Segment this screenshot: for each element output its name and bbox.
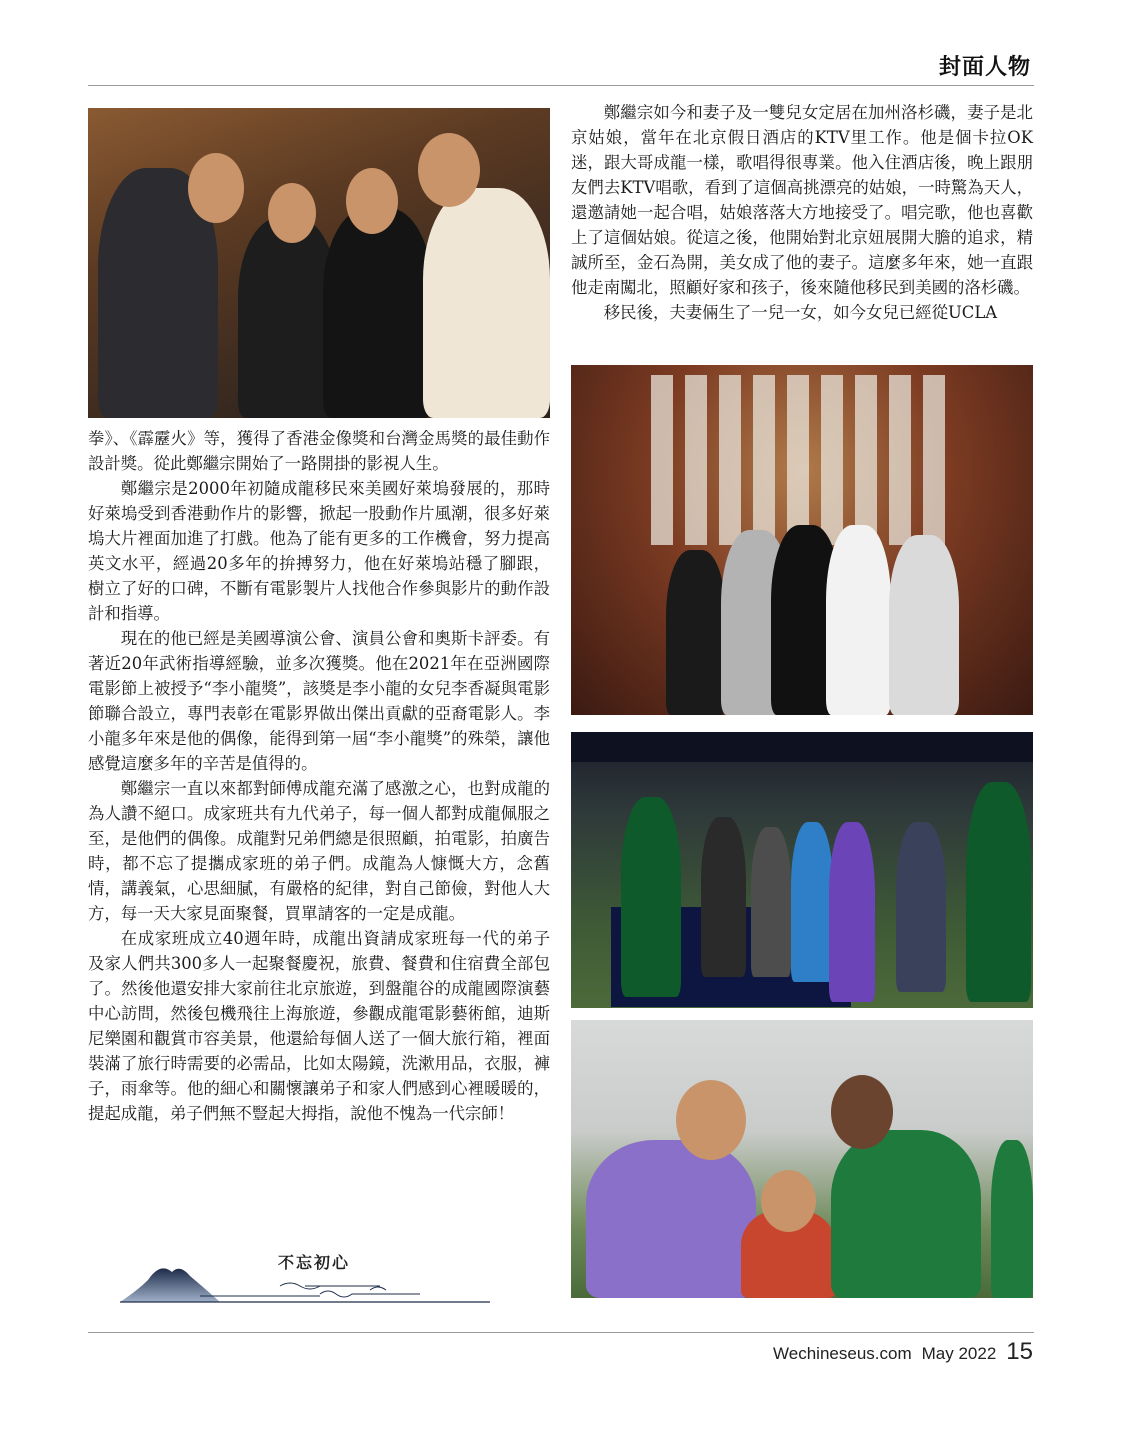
motto-decoration (120, 1250, 490, 1310)
article-right-column (571, 100, 1033, 325)
article-paragraph: 在成家班成立40週年時，成龍出資請成家班每一代的弟子及家人們共300多人一起聚餐慶祝，旅費、餐費和住宿費全部包了。然後他還安排大家前往北京旅遊，到盤龍谷的成龍國際演藝中心訪問，然後包機飛往上海旅遊，參觀成龍電影藝術館，迪斯尼樂園和觀賞市容美景，他還給每個人送了一個大旅行箱，裡面裝滿了旅行時需要的必需品，比如太陽鏡，洗漱用品，衣服，褲子，雨傘等。他的細心和關懷讓弟子和家人們感到心裡暖暖的，提起成龍，弟子們無不豎起大拇指，說他不愧為一代宗師！ (88, 929, 550, 1123)
article-paragraph: 現在的他已經是美國導演公會、演員公會和奧斯卡評委。有著近20年武術指導經驗，並多次獲獎。他在2021年在亞洲國際電影節上被授予“李小龍獎”，該獎是李小龍的女兒李香凝與電影節聯合設立，專門表彰在電影界做出傑出貢獻的亞裔電影人。李小龍多年來是他的偶像，能得到第一屆“李小龍獎”的殊榮，讓他感覺這麼多年的辛苦是值得的。 (88, 629, 550, 773)
article-left-column (88, 426, 550, 1126)
mountain-cloud-icon (120, 1250, 490, 1310)
header-divider (88, 85, 1034, 86)
masters-drive-chip-putt-ceremony (571, 732, 1033, 1008)
article-paragraph: 鄭繼宗是2000年初隨成龍移民來美國好萊塢發展的，那時好萊塢受到香港動作片的影響，掀起一股動作片風潮，很多好萊塢大片裡面加進了打戲。他為了能有更多的工作機會，努力提高英文水平，經過20多年的拚搏努力，他在好萊塢站穩了腳跟，樹立了好的口碑，不斷有電影製片人找他合作參與影片的動作設計和指導。 (88, 479, 550, 623)
family-photo-with-jackie-chan (571, 365, 1033, 715)
golf-photo-with-green-jacket (571, 1020, 1033, 1298)
article-paragraph: 鄭繼宗一直以來都對師傅成龍充滿了感激之心，也對成龍的為人讚不絕口。成家班共有九代弟子，每一個人都對成龍佩服之至，是他們的偶像。成龍對兄弟們總是很照顧，拍電影，拍廣告時，都不忘了提攜成家班的弟子們。成龍為人慷慨大方，念舊情，講義氣，心思細膩，有嚴格的紀律，對自己節儉，對他人大方，每一天大家見面聚餐，買單請客的一定是成龍。 (88, 779, 550, 923)
footer-site: Wechineseus.com (773, 1344, 912, 1363)
footer-date: May 2022 (921, 1344, 997, 1363)
article-paragraph: 拳》、《霹靂火》等，獲得了香港金像獎和台灣金馬獎的最佳動作設計獎。從此鄭繼宗開始了一路開掛的影視人生。 (88, 429, 550, 473)
motto-text: 不忘初心 (278, 1253, 351, 1272)
page-number: 15 (1006, 1338, 1033, 1365)
section-title: 封面人物 (938, 54, 1031, 80)
article-paragraph: 移民後，夫妻倆生了一兒一女，如今女兒已經從UCLA (603, 303, 998, 322)
footer-divider (88, 1332, 1034, 1333)
group-photo-four-men (88, 108, 550, 418)
article-paragraph: 鄭繼宗如今和妻子及一雙兒女定居在加州洛杉磯，妻子是北京姑娘，當年在北京假日酒店的KTV里工作。他是個卡拉OK迷，跟大哥成龍一樣，歌唱得很專業。他入住酒店後，晚上跟朋友們去KTV唱歌，看到了這個高挑漂亮的姑娘，一時驚為天人，還邀請她一起合唱，姑娘落落大方地接受了。唱完歌，他也喜歡上了這個姑娘。從這之後，他開始對北京妞展開大膽的追求，精誠所至，金石為開，美女成了他的妻子。這麼多年來，她一直跟他走南闖北，照顧好家和孩子，後來隨他移民到美國的洛杉磯。 (571, 103, 1033, 297)
page-footer (773, 1338, 1033, 1366)
